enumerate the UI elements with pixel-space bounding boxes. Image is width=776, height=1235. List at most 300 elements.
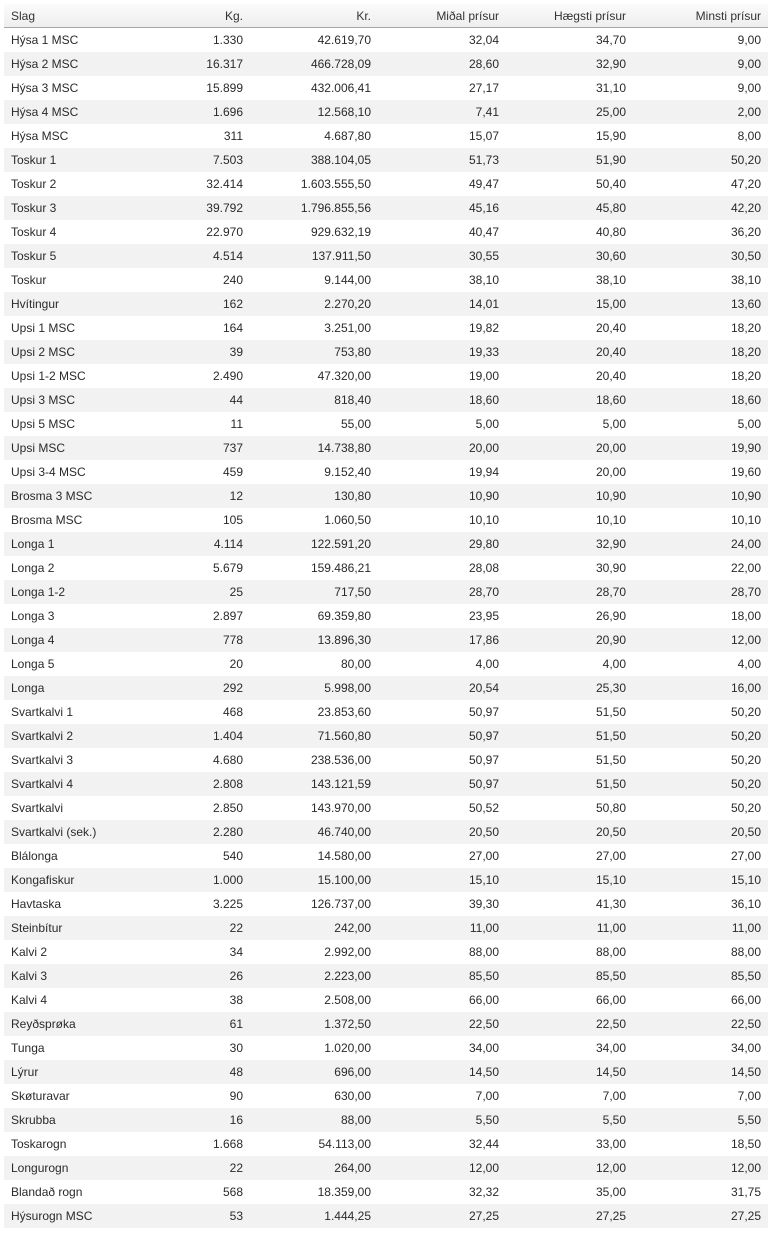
cell-slag: Longa 3: [4, 604, 123, 628]
cell-max-price: 51,50: [506, 700, 633, 724]
cell-max-price: 12,00: [506, 1156, 633, 1180]
cell-slag: Skøturavar: [4, 1084, 123, 1108]
cell-kr: 466.728,09: [250, 52, 378, 76]
cell-slag: Upsi 3 MSC: [4, 388, 123, 412]
cell-slag: Longa: [4, 676, 123, 700]
cell-max-price: 88,00: [506, 940, 633, 964]
cell-avg-price: 50,97: [378, 700, 506, 724]
cell-min-price: 31,75: [633, 1180, 768, 1204]
cell-slag: Brosma MSC: [4, 508, 123, 532]
cell-slag: Kalvi 4: [4, 988, 123, 1012]
cell-avg-price: 45,16: [378, 196, 506, 220]
cell-max-price: 10,10: [506, 508, 633, 532]
cell-min-price: 18,50: [633, 1132, 768, 1156]
cell-avg-price: 19,33: [378, 340, 506, 364]
cell-kr: 159.486,21: [250, 556, 378, 580]
cell-max-price: 20,40: [506, 316, 633, 340]
table-row: [4, 1180, 768, 1204]
cell-min-price: 5,50: [633, 1108, 768, 1132]
table-row: [4, 1036, 768, 1060]
cell-slag: Hýsurogn MSC: [4, 1204, 123, 1228]
table-row: [4, 412, 768, 436]
cell-kg: 540: [123, 844, 250, 868]
cell-kr: 3.251,00: [250, 316, 378, 340]
cell-avg-price: 88,00: [378, 940, 506, 964]
cell-min-price: 19,90: [633, 436, 768, 460]
table-row: [4, 1108, 768, 1132]
cell-kg: 32.414: [123, 172, 250, 196]
cell-kg: 3.225: [123, 892, 250, 916]
cell-kr: 238.536,00: [250, 748, 378, 772]
table-row: [4, 148, 768, 172]
price-table: [4, 4, 768, 1228]
cell-min-price: 9,00: [633, 52, 768, 76]
cell-kr: 1.603.555,50: [250, 172, 378, 196]
table-row: [4, 652, 768, 676]
cell-avg-price: 17,86: [378, 628, 506, 652]
cell-avg-price: 27,25: [378, 1204, 506, 1228]
cell-max-price: 32,90: [506, 52, 633, 76]
cell-kg: 311: [123, 124, 250, 148]
cell-max-price: 30,60: [506, 244, 633, 268]
cell-kg: 2.490: [123, 364, 250, 388]
cell-kr: 130,80: [250, 484, 378, 508]
cell-slag: Lýrur: [4, 1060, 123, 1084]
cell-slag: Toskur 5: [4, 244, 123, 268]
table-row: [4, 172, 768, 196]
table-row: [4, 28, 768, 53]
table-row: [4, 748, 768, 772]
cell-min-price: 12,00: [633, 1156, 768, 1180]
table-row: [4, 844, 768, 868]
cell-kg: 164: [123, 316, 250, 340]
cell-max-price: 51,90: [506, 148, 633, 172]
cell-kr: 1.060,50: [250, 508, 378, 532]
cell-avg-price: 23,95: [378, 604, 506, 628]
table-row: [4, 220, 768, 244]
cell-kg: 22.970: [123, 220, 250, 244]
table-row: [4, 508, 768, 532]
cell-avg-price: 50,97: [378, 748, 506, 772]
table-row: [4, 268, 768, 292]
table-row: [4, 436, 768, 460]
cell-kg: 53: [123, 1204, 250, 1228]
cell-min-price: 38,10: [633, 268, 768, 292]
cell-avg-price: 20,00: [378, 436, 506, 460]
cell-kg: 44: [123, 388, 250, 412]
cell-avg-price: 40,47: [378, 220, 506, 244]
cell-min-price: 22,00: [633, 556, 768, 580]
column-header-avg-price[interactable]: Miðal prísur: [378, 4, 506, 28]
cell-max-price: 25,30: [506, 676, 633, 700]
cell-slag: Longa 1-2: [4, 580, 123, 604]
table-row: [4, 292, 768, 316]
cell-avg-price: 34,00: [378, 1036, 506, 1060]
cell-kg: 15.899: [123, 76, 250, 100]
cell-kg: 737: [123, 436, 250, 460]
cell-min-price: 2,00: [633, 100, 768, 124]
cell-max-price: 51,50: [506, 724, 633, 748]
table-row: [4, 364, 768, 388]
cell-kg: 16.317: [123, 52, 250, 76]
cell-min-price: 50,20: [633, 700, 768, 724]
cell-kg: 30: [123, 1036, 250, 1060]
table-row: [4, 1060, 768, 1084]
cell-kg: 292: [123, 676, 250, 700]
cell-min-price: 50,20: [633, 724, 768, 748]
cell-kr: 9.152,40: [250, 460, 378, 484]
table-row: [4, 1132, 768, 1156]
cell-kr: 388.104,05: [250, 148, 378, 172]
cell-max-price: 14,50: [506, 1060, 633, 1084]
cell-avg-price: 28,08: [378, 556, 506, 580]
cell-kg: 2.808: [123, 772, 250, 796]
cell-avg-price: 12,00: [378, 1156, 506, 1180]
cell-kr: 54.113,00: [250, 1132, 378, 1156]
cell-slag: Kalvi 3: [4, 964, 123, 988]
cell-slag: Upsi 3-4 MSC: [4, 460, 123, 484]
cell-max-price: 20,90: [506, 628, 633, 652]
cell-kr: 122.591,20: [250, 532, 378, 556]
cell-kr: 15.100,00: [250, 868, 378, 892]
cell-avg-price: 19,94: [378, 460, 506, 484]
cell-slag: Svartkalvi 4: [4, 772, 123, 796]
cell-max-price: 15,10: [506, 868, 633, 892]
cell-max-price: 5,00: [506, 412, 633, 436]
table-row: [4, 484, 768, 508]
cell-max-price: 38,10: [506, 268, 633, 292]
cell-slag: Longurogn: [4, 1156, 123, 1180]
cell-kg: 7.503: [123, 148, 250, 172]
cell-kr: 717,50: [250, 580, 378, 604]
cell-min-price: 13,60: [633, 292, 768, 316]
table-row: [4, 868, 768, 892]
cell-kg: 48: [123, 1060, 250, 1084]
cell-max-price: 25,00: [506, 100, 633, 124]
cell-avg-price: 29,80: [378, 532, 506, 556]
cell-kg: 39: [123, 340, 250, 364]
cell-kr: 23.853,60: [250, 700, 378, 724]
cell-slag: Hýsa MSC: [4, 124, 123, 148]
cell-min-price: 50,20: [633, 772, 768, 796]
cell-kg: 1.330: [123, 28, 250, 53]
cell-min-price: 66,00: [633, 988, 768, 1012]
cell-kr: 143.970,00: [250, 796, 378, 820]
cell-min-price: 12,00: [633, 628, 768, 652]
cell-min-price: 18,60: [633, 388, 768, 412]
cell-min-price: 47,20: [633, 172, 768, 196]
cell-slag: Longa 5: [4, 652, 123, 676]
cell-kr: 242,00: [250, 916, 378, 940]
cell-kr: 9.144,00: [250, 268, 378, 292]
cell-min-price: 19,60: [633, 460, 768, 484]
table-row: [4, 556, 768, 580]
table-row: [4, 916, 768, 940]
cell-avg-price: 51,73: [378, 148, 506, 172]
table-row: [4, 1012, 768, 1036]
cell-min-price: 50,20: [633, 796, 768, 820]
cell-min-price: 10,10: [633, 508, 768, 532]
cell-kg: 12: [123, 484, 250, 508]
cell-min-price: 36,20: [633, 220, 768, 244]
cell-max-price: 11,00: [506, 916, 633, 940]
cell-avg-price: 27,17: [378, 76, 506, 100]
cell-avg-price: 66,00: [378, 988, 506, 1012]
cell-kr: 2.508,00: [250, 988, 378, 1012]
cell-kg: 61: [123, 1012, 250, 1036]
cell-slag: Toskur 3: [4, 196, 123, 220]
cell-kr: 1.372,50: [250, 1012, 378, 1036]
column-header-kg[interactable]: Kg.: [123, 4, 250, 28]
cell-min-price: 4,00: [633, 652, 768, 676]
cell-max-price: 50,80: [506, 796, 633, 820]
cell-slag: Hýsa 3 MSC: [4, 76, 123, 100]
cell-slag: Toskarogn: [4, 1132, 123, 1156]
table-row: [4, 772, 768, 796]
table-row: [4, 580, 768, 604]
cell-kr: 42.619,70: [250, 28, 378, 53]
table-row: [4, 460, 768, 484]
cell-slag: Kalvi 2: [4, 940, 123, 964]
table-row: [4, 964, 768, 988]
cell-min-price: 18,20: [633, 316, 768, 340]
cell-avg-price: 38,10: [378, 268, 506, 292]
cell-slag: Longa 1: [4, 532, 123, 556]
table-row: [4, 940, 768, 964]
cell-min-price: 24,00: [633, 532, 768, 556]
table-row: [4, 988, 768, 1012]
cell-slag: Kongafiskur: [4, 868, 123, 892]
cell-slag: Reyðsprøka: [4, 1012, 123, 1036]
cell-slag: Svartkalvi 3: [4, 748, 123, 772]
cell-kg: 20: [123, 652, 250, 676]
cell-avg-price: 32,04: [378, 28, 506, 53]
cell-min-price: 10,90: [633, 484, 768, 508]
cell-kr: 13.896,30: [250, 628, 378, 652]
cell-kr: 137.911,50: [250, 244, 378, 268]
cell-kg: 22: [123, 1156, 250, 1180]
cell-min-price: 36,10: [633, 892, 768, 916]
cell-kr: 696,00: [250, 1060, 378, 1084]
cell-kg: 105: [123, 508, 250, 532]
cell-max-price: 45,80: [506, 196, 633, 220]
cell-slag: Upsi 2 MSC: [4, 340, 123, 364]
column-header-kr[interactable]: Kr.: [250, 4, 378, 28]
cell-avg-price: 22,50: [378, 1012, 506, 1036]
table-row: [4, 244, 768, 268]
table-row: [4, 1084, 768, 1108]
cell-max-price: 85,50: [506, 964, 633, 988]
cell-kr: 55,00: [250, 412, 378, 436]
cell-avg-price: 28,70: [378, 580, 506, 604]
cell-kg: 11: [123, 412, 250, 436]
cell-kg: 4.514: [123, 244, 250, 268]
cell-min-price: 22,50: [633, 1012, 768, 1036]
table-row: [4, 532, 768, 556]
cell-kg: 778: [123, 628, 250, 652]
cell-min-price: 88,00: [633, 940, 768, 964]
cell-max-price: 27,00: [506, 844, 633, 868]
cell-min-price: 14,50: [633, 1060, 768, 1084]
cell-kr: 14.738,80: [250, 436, 378, 460]
cell-slag: Steinbítur: [4, 916, 123, 940]
cell-avg-price: 85,50: [378, 964, 506, 988]
cell-kg: 34: [123, 940, 250, 964]
table-row: [4, 604, 768, 628]
cell-max-price: 33,00: [506, 1132, 633, 1156]
cell-kg: 468: [123, 700, 250, 724]
cell-kr: 71.560,80: [250, 724, 378, 748]
cell-min-price: 50,20: [633, 748, 768, 772]
cell-avg-price: 14,01: [378, 292, 506, 316]
cell-kr: 47.320,00: [250, 364, 378, 388]
cell-max-price: 31,10: [506, 76, 633, 100]
cell-min-price: 27,00: [633, 844, 768, 868]
cell-slag: Hýsa 2 MSC: [4, 52, 123, 76]
cell-max-price: 20,00: [506, 460, 633, 484]
cell-kr: 46.740,00: [250, 820, 378, 844]
table-row: [4, 820, 768, 844]
cell-avg-price: 15,07: [378, 124, 506, 148]
column-header-min-price[interactable]: Minsti prísur: [633, 4, 768, 28]
cell-max-price: 20,00: [506, 436, 633, 460]
cell-slag: Hýsa 1 MSC: [4, 28, 123, 53]
cell-slag: Svartkalvi: [4, 796, 123, 820]
cell-min-price: 11,00: [633, 916, 768, 940]
table-row: [4, 724, 768, 748]
cell-kr: 1.444,25: [250, 1204, 378, 1228]
cell-max-price: 41,30: [506, 892, 633, 916]
cell-kg: 568: [123, 1180, 250, 1204]
cell-slag: Svartkalvi 1: [4, 700, 123, 724]
cell-max-price: 15,90: [506, 124, 633, 148]
cell-min-price: 50,20: [633, 148, 768, 172]
cell-max-price: 30,90: [506, 556, 633, 580]
cell-kg: 4.114: [123, 532, 250, 556]
cell-max-price: 26,90: [506, 604, 633, 628]
cell-kg: 1.668: [123, 1132, 250, 1156]
cell-avg-price: 19,82: [378, 316, 506, 340]
cell-kr: 2.223,00: [250, 964, 378, 988]
cell-slag: Skrubba: [4, 1108, 123, 1132]
cell-max-price: 20,40: [506, 340, 633, 364]
cell-slag: Upsi 5 MSC: [4, 412, 123, 436]
table-row: [4, 52, 768, 76]
cell-kr: 14.580,00: [250, 844, 378, 868]
cell-avg-price: 50,97: [378, 772, 506, 796]
cell-max-price: 34,00: [506, 1036, 633, 1060]
cell-avg-price: 15,10: [378, 868, 506, 892]
cell-min-price: 18,00: [633, 604, 768, 628]
cell-avg-price: 32,32: [378, 1180, 506, 1204]
cell-slag: Upsi MSC: [4, 436, 123, 460]
cell-max-price: 10,90: [506, 484, 633, 508]
cell-max-price: 18,60: [506, 388, 633, 412]
cell-kr: 929.632,19: [250, 220, 378, 244]
cell-kg: 38: [123, 988, 250, 1012]
cell-kr: 1.796.855,56: [250, 196, 378, 220]
cell-min-price: 5,00: [633, 412, 768, 436]
cell-avg-price: 39,30: [378, 892, 506, 916]
cell-slag: Upsi 1-2 MSC: [4, 364, 123, 388]
column-header-max-price[interactable]: Hægsti prísur: [506, 4, 633, 28]
cell-kr: 1.020,00: [250, 1036, 378, 1060]
cell-kg: 90: [123, 1084, 250, 1108]
cell-slag: Longa 4: [4, 628, 123, 652]
cell-max-price: 22,50: [506, 1012, 633, 1036]
cell-slag: Havtaska: [4, 892, 123, 916]
cell-kg: 16: [123, 1108, 250, 1132]
cell-avg-price: 32,44: [378, 1132, 506, 1156]
cell-max-price: 28,70: [506, 580, 633, 604]
table-row: [4, 124, 768, 148]
table-row: [4, 676, 768, 700]
table-row: [4, 76, 768, 100]
cell-slag: Hýsa 4 MSC: [4, 100, 123, 124]
cell-avg-price: 20,54: [378, 676, 506, 700]
cell-max-price: 51,50: [506, 772, 633, 796]
cell-min-price: 15,10: [633, 868, 768, 892]
cell-avg-price: 20,50: [378, 820, 506, 844]
cell-slag: Toskur 4: [4, 220, 123, 244]
cell-kg: 25: [123, 580, 250, 604]
cell-kg: 2.850: [123, 796, 250, 820]
table-row: [4, 340, 768, 364]
cell-slag: Toskur: [4, 268, 123, 292]
cell-max-price: 40,80: [506, 220, 633, 244]
column-header-slag[interactable]: Slag: [4, 4, 123, 28]
cell-slag: Brosma 3 MSC: [4, 484, 123, 508]
cell-avg-price: 49,47: [378, 172, 506, 196]
cell-avg-price: 10,90: [378, 484, 506, 508]
cell-kr: 12.568,10: [250, 100, 378, 124]
cell-kr: 18.359,00: [250, 1180, 378, 1204]
cell-min-price: 28,70: [633, 580, 768, 604]
cell-max-price: 20,40: [506, 364, 633, 388]
cell-min-price: 8,00: [633, 124, 768, 148]
table-row: [4, 1156, 768, 1180]
cell-slag: Blálonga: [4, 844, 123, 868]
cell-kg: 162: [123, 292, 250, 316]
table-row: [4, 316, 768, 340]
cell-kr: 432.006,41: [250, 76, 378, 100]
cell-min-price: 7,00: [633, 1084, 768, 1108]
cell-kr: 630,00: [250, 1084, 378, 1108]
cell-slag: Svartkalvi (sek.): [4, 820, 123, 844]
cell-avg-price: 19,00: [378, 364, 506, 388]
cell-max-price: 27,25: [506, 1204, 633, 1228]
cell-kg: 1.000: [123, 868, 250, 892]
cell-slag: Longa 2: [4, 556, 123, 580]
table-row: [4, 892, 768, 916]
cell-max-price: 4,00: [506, 652, 633, 676]
cell-avg-price: 10,10: [378, 508, 506, 532]
cell-kr: 4.687,80: [250, 124, 378, 148]
cell-avg-price: 30,55: [378, 244, 506, 268]
cell-kr: 69.359,80: [250, 604, 378, 628]
cell-slag: Toskur 2: [4, 172, 123, 196]
header-row: [4, 4, 768, 28]
cell-slag: Tunga: [4, 1036, 123, 1060]
cell-slag: Toskur 1: [4, 148, 123, 172]
cell-kg: 2.280: [123, 820, 250, 844]
cell-kr: 753,80: [250, 340, 378, 364]
cell-avg-price: 5,50: [378, 1108, 506, 1132]
cell-max-price: 5,50: [506, 1108, 633, 1132]
cell-min-price: 9,00: [633, 28, 768, 53]
cell-min-price: 18,20: [633, 340, 768, 364]
cell-kg: 2.897: [123, 604, 250, 628]
